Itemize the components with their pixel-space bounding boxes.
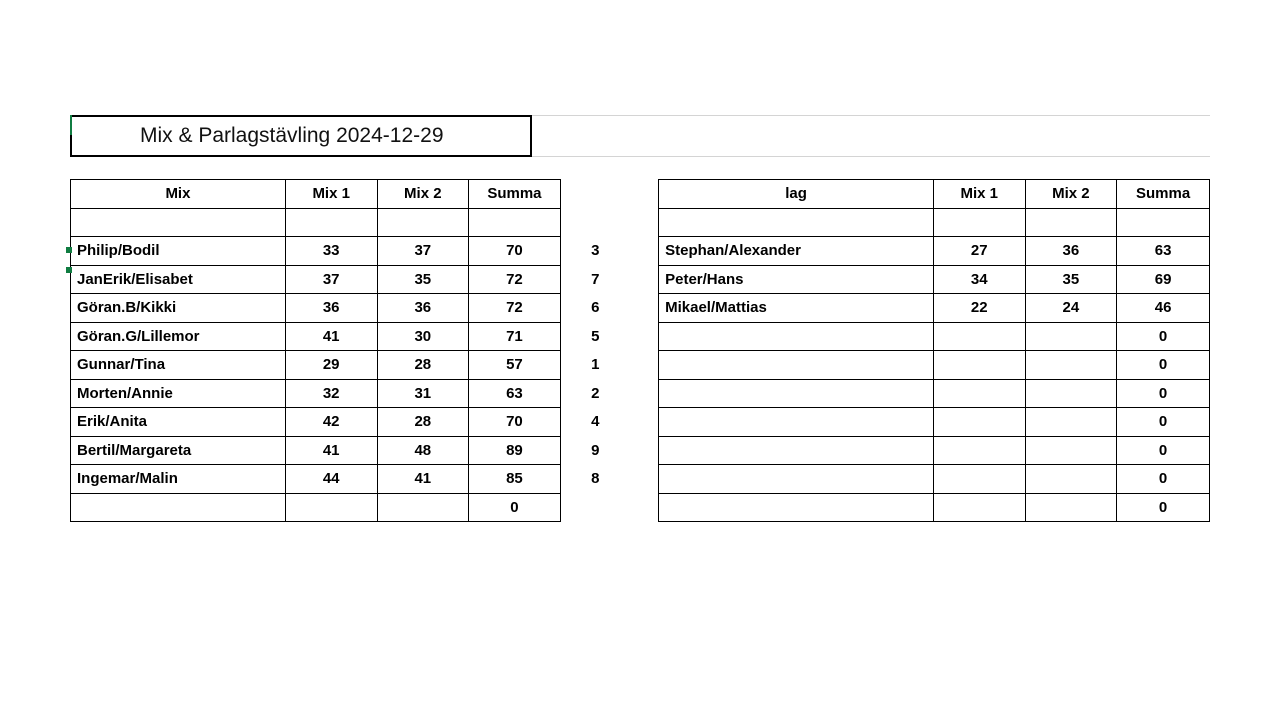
cell-lag-summa[interactable]: 0 [1117,379,1210,408]
cell-gap [605,208,658,237]
header-lag: lag [659,180,934,209]
cell-lag-mix1[interactable] [933,379,1025,408]
cell-summa[interactable] [469,208,561,237]
cell-name[interactable]: Göran.G/Lillemor [71,322,286,351]
cell-lag-summa[interactable]: 69 [1117,265,1210,294]
table-row [71,436,1210,465]
cell-name[interactable]: Erik/Anita [71,408,286,437]
cell-mix2[interactable]: 30 [377,322,469,351]
cell-summa[interactable]: 71 [469,322,561,351]
cell-lag-mix1[interactable] [933,465,1025,494]
cell-lag-summa[interactable] [1117,208,1210,237]
cell-mix2[interactable] [377,208,469,237]
table-row [71,322,1210,351]
cell-gap [605,265,658,294]
cell-lag-name[interactable] [659,208,934,237]
cell-gap [605,436,658,465]
cell-rank: 2 [560,379,605,408]
cell-name[interactable]: JanErik/Elisabet [71,265,286,294]
cell-mix2[interactable]: 37 [377,237,469,266]
cell-rank: 8 [560,465,605,494]
cell-lag-mix1[interactable]: 22 [933,294,1025,323]
cell-lag-name[interactable] [659,493,934,522]
table-row [71,408,1210,437]
cell-mix2[interactable]: 41 [377,465,469,494]
cell-lag-name[interactable] [659,436,934,465]
cell-rank [560,208,605,237]
cell-lag-mix2[interactable] [1025,208,1117,237]
cell-lag-name[interactable] [659,351,934,380]
cell-lag-name[interactable] [659,465,934,494]
cell-summa[interactable]: 72 [469,265,561,294]
cell-mix1[interactable]: 41 [285,436,377,465]
cell-lag-summa[interactable]: 0 [1117,493,1210,522]
cell-lag-mix2[interactable] [1025,465,1117,494]
cell-summa[interactable]: 63 [469,379,561,408]
cell-lag-mix2[interactable] [1025,493,1117,522]
cell-lag-mix1[interactable] [933,436,1025,465]
cell-lag-mix1[interactable]: 27 [933,237,1025,266]
header-rank-gap [560,180,605,209]
cell-lag-mix1[interactable] [933,493,1025,522]
cell-mix1[interactable]: 33 [285,237,377,266]
cell-rank: 6 [560,294,605,323]
table-row [71,493,1210,522]
cell-mix1[interactable] [285,208,377,237]
cell-lag-mix2[interactable]: 24 [1025,294,1117,323]
cell-summa[interactable]: 72 [469,294,561,323]
cell-mix2[interactable]: 28 [377,408,469,437]
table-row [71,465,1210,494]
cell-lag-summa[interactable]: 0 [1117,465,1210,494]
table-row [71,351,1210,380]
cell-mix2[interactable]: 35 [377,265,469,294]
cell-mix2[interactable]: 31 [377,379,469,408]
cell-name[interactable]: Philip/Bodil [71,237,286,266]
cell-rank: 3 [560,237,605,266]
table-row [71,294,1210,323]
cell-name[interactable]: Ingemar/Malin [71,465,286,494]
cell-summa[interactable]: 0 [469,493,561,522]
table-row [71,237,1210,266]
spreadsheet-area [70,115,1210,522]
cell-lag-name[interactable]: Mikael/Mattias [659,294,934,323]
cell-name[interactable]: Gunnar/Tina [71,351,286,380]
cell-mix2[interactable]: 36 [377,294,469,323]
cell-lag-summa[interactable]: 46 [1117,294,1210,323]
table-body [71,208,1210,522]
cell-lag-mix2[interactable] [1025,322,1117,351]
cell-summa[interactable]: 57 [469,351,561,380]
cell-rank: 5 [560,322,605,351]
cell-mix2[interactable] [377,493,469,522]
header-summa-left: Summa [469,180,561,209]
selection-handle-bottom[interactable] [66,267,72,273]
cell-gap [605,294,658,323]
document-title[interactable]: Mix & Parlagstävling 2024-12-29 [70,115,532,157]
cell-lag-mix2[interactable] [1025,379,1117,408]
cell-mix1[interactable]: 44 [285,465,377,494]
cell-lag-mix1[interactable] [933,208,1025,237]
cell-lag-mix1[interactable] [933,408,1025,437]
header-gap [605,180,658,209]
cell-rank: 7 [560,265,605,294]
cell-rank [560,493,605,522]
cell-mix1[interactable]: 42 [285,408,377,437]
cell-lag-summa[interactable]: 0 [1117,351,1210,380]
cell-lag-mix2[interactable] [1025,436,1117,465]
cell-name[interactable] [71,208,286,237]
cell-mix2[interactable]: 48 [377,436,469,465]
cell-rank: 9 [560,436,605,465]
cell-summa[interactable]: 89 [469,436,561,465]
header-mix2-right: Mix 2 [1025,180,1117,209]
cell-lag-name[interactable] [659,408,934,437]
cell-lag-mix2[interactable]: 35 [1025,265,1117,294]
cell-mix1[interactable]: 32 [285,379,377,408]
selection-edge-marker [70,115,72,135]
cell-lag-mix2[interactable]: 36 [1025,237,1117,266]
cell-name[interactable]: Morten/Annie [71,379,286,408]
header-mix1-right: Mix 1 [933,180,1025,209]
table-row [71,379,1210,408]
cell-lag-mix1[interactable] [933,351,1025,380]
cell-name[interactable]: Göran.B/Kikki [71,294,286,323]
cell-summa[interactable]: 85 [469,465,561,494]
cell-lag-summa[interactable]: 0 [1117,408,1210,437]
title-empty-cells [532,115,1210,157]
cell-gap [605,237,658,266]
cell-rank: 1 [560,351,605,380]
cell-rank: 4 [560,408,605,437]
header-summa-right: Summa [1117,180,1210,209]
cell-name[interactable]: Bertil/Margareta [71,436,286,465]
cell-mix2[interactable]: 28 [377,351,469,380]
selection-handle-top[interactable] [66,247,72,253]
cell-lag-name[interactable] [659,322,934,351]
cell-lag-mix1[interactable]: 34 [933,265,1025,294]
cell-mix1[interactable] [285,493,377,522]
cell-mix1[interactable]: 37 [285,265,377,294]
cell-lag-name[interactable]: Stephan/Alexander [659,237,934,266]
title-row [70,115,1210,157]
table-row [71,265,1210,294]
cell-gap [605,465,658,494]
cell-lag-mix1[interactable] [933,322,1025,351]
cell-lag-mix2[interactable] [1025,351,1117,380]
cell-gap [605,351,658,380]
cell-lag-summa[interactable]: 0 [1117,322,1210,351]
results-table [70,179,1210,522]
cell-summa[interactable]: 70 [469,237,561,266]
cell-summa[interactable]: 70 [469,408,561,437]
table-header-row [71,180,1210,209]
cell-mix1[interactable]: 41 [285,322,377,351]
cell-lag-name[interactable]: Peter/Hans [659,265,934,294]
cell-lag-name[interactable] [659,379,934,408]
spacer-row-1 [70,157,1210,179]
table-row-blank [71,208,1210,237]
cell-mix1[interactable]: 36 [285,294,377,323]
cell-name[interactable] [71,493,286,522]
cell-gap [605,322,658,351]
cell-gap [605,493,658,522]
header-mix: Mix [71,180,286,209]
header-mix1-left: Mix 1 [285,180,377,209]
cell-mix1[interactable]: 29 [285,351,377,380]
cell-lag-summa[interactable]: 63 [1117,237,1210,266]
cell-gap [605,408,658,437]
cell-lag-mix2[interactable] [1025,408,1117,437]
cell-lag-summa[interactable]: 0 [1117,436,1210,465]
header-mix2-left: Mix 2 [377,180,469,209]
cell-gap [605,379,658,408]
